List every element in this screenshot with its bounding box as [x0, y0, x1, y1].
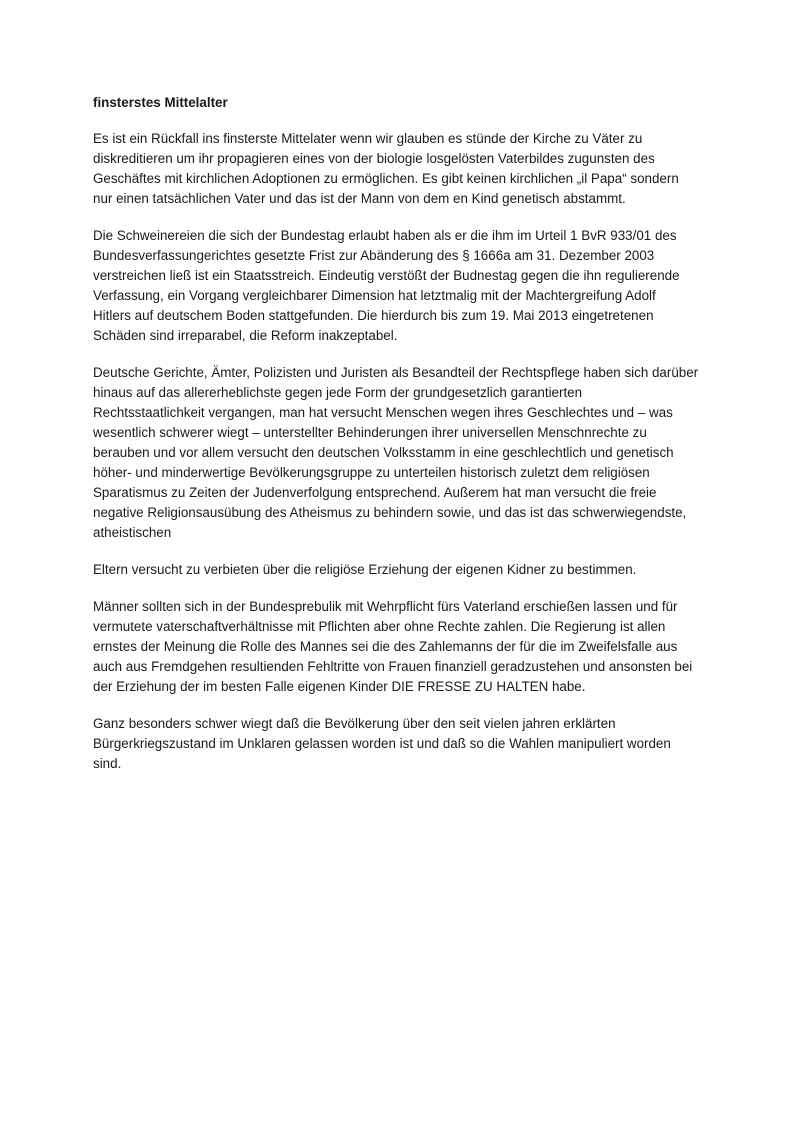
paragraph-line: Hitlers auf deutschem Boden stattgefunden. Die hierdurch bis zum 19. Mai 2013 eingetretenen	[93, 308, 654, 323]
paragraph	[93, 714, 707, 774]
paragraph-line: hinaus auf das allererheblichste gegen jede Form der grundgesetzlich garantierten	[93, 385, 583, 400]
paragraph	[93, 226, 707, 346]
paragraph-line: Deutsche Gerichte, Ämter, Polizisten und Juristen als Besandteil der Rechtspflege haben sich darüber	[93, 365, 699, 380]
paragraph-line: atheistischen	[93, 525, 172, 540]
paragraph-line: Sparatismus zu Zeiten der Judenverfolgung entsprechend. Außerem hat man versucht die freie	[93, 485, 657, 500]
paragraph-line: Verfassung, ein Vorgang vergleichbarer Dimension hat letztmalig mit der Machtergreifung Adolf	[93, 288, 656, 303]
paragraph	[93, 597, 707, 697]
paragraph-line: negative Religionsausübung des Atheismus zu behindern sowie, und das ist das schwerwiegendste,	[93, 505, 687, 520]
paragraph-line: Rechtsstaatlichkeit vergangen, man hat versucht Menschen wegen ihres Geschlechtes und – was	[93, 405, 673, 420]
paragraph-line: Geschäftes mit kirchlichen Adoptionen zu ermöglichen. Es gibt keinen kirchlichen „il Papa“ sondern	[93, 171, 679, 186]
paragraph	[93, 363, 707, 543]
paragraph-line: wesentlich schwerer wiegt – unterstellter Behinderungen ihrer universellen Menschnrechte zu	[93, 425, 647, 440]
paragraph-line: Bundesverfassungerichtes gesetzte Frist zur Abänderung des § 1666a am 31. Dezember 2003	[93, 248, 655, 263]
paragraph	[93, 560, 707, 580]
paragraph-line: Eltern versucht zu verbieten über die religiöse Erziehung der eigenen Kidner zu bestimmen.	[93, 562, 637, 577]
paragraph-line: Bürgerkriegszustand im Unklaren gelassen worden ist und daß so die Wahlen manipuliert worden	[93, 736, 671, 751]
document-body	[93, 93, 707, 791]
paragraph-line: höher- und minderwertige Bevölkerungsgruppe zu unterteilen historisch zuletzt dem religiösen	[93, 465, 650, 480]
paragraph	[93, 129, 707, 209]
paragraph-line: Schäden sind irreparabel, die Reform inakzeptabel.	[93, 328, 398, 343]
paragraph-line: vermutete vaterschaftverhältnisse mit Pflichten aber ohne Rechte zahlen. Die Regierung ist allen	[93, 619, 666, 634]
paragraph-list	[93, 129, 707, 774]
paragraph-line: sind.	[93, 756, 122, 771]
paragraph-line: der Erziehung der im besten Falle eigenen Kinder DIE FRESSE ZU HALTEN habe.	[93, 679, 586, 694]
paragraph-line: Die Schweinereien die sich der Bundestag erlaubt haben als er die ihm im Urteil 1 BvR 933/01 des	[93, 228, 677, 243]
paragraph-line: Ganz besonders schwer wiegt daß die Bevölkerung über den seit vielen jahren erklärten	[93, 716, 616, 731]
paragraph-line: ernstes der Meinung die Rolle des Mannes sei die des Zahlemanns der für die im Zweifelsfalle aus	[93, 639, 678, 654]
paragraph-line: nur einen tatsächlichen Vater und das ist der Mann von dem en Kind genetisch abstammt.	[93, 191, 626, 206]
paragraph-line: auch aus Fremdgehen resultienden Fehltritte von Frauen finanziell geradzustehen und ansonsten bei	[93, 659, 693, 674]
paragraph-line: berauben und vor allem versucht den deutschen Volksstamm in eine geschlechtlich und genetisch	[93, 445, 674, 460]
paragraph-line: verstreichen ließ ist ein Staatsstreich. Eindeutig verstößt der Budnestag gegen die ihn regulierende	[93, 268, 680, 283]
paragraph-line: Es ist ein Rückfall ins finsterste Mittelater wenn wir glauben es stünde der Kirche zu Väter zu	[93, 131, 643, 146]
document-title: finsterstes Mittelalter	[93, 95, 228, 110]
paragraph-line: diskreditieren um ihr propagieren eines von der biologie losgelösten Vaterbildes zugunsten des	[93, 151, 655, 166]
paragraph-line: Männer sollten sich in der Bundesprebulik mit Wehrpflicht fürs Vaterland erschießen lassen und für	[93, 599, 678, 614]
